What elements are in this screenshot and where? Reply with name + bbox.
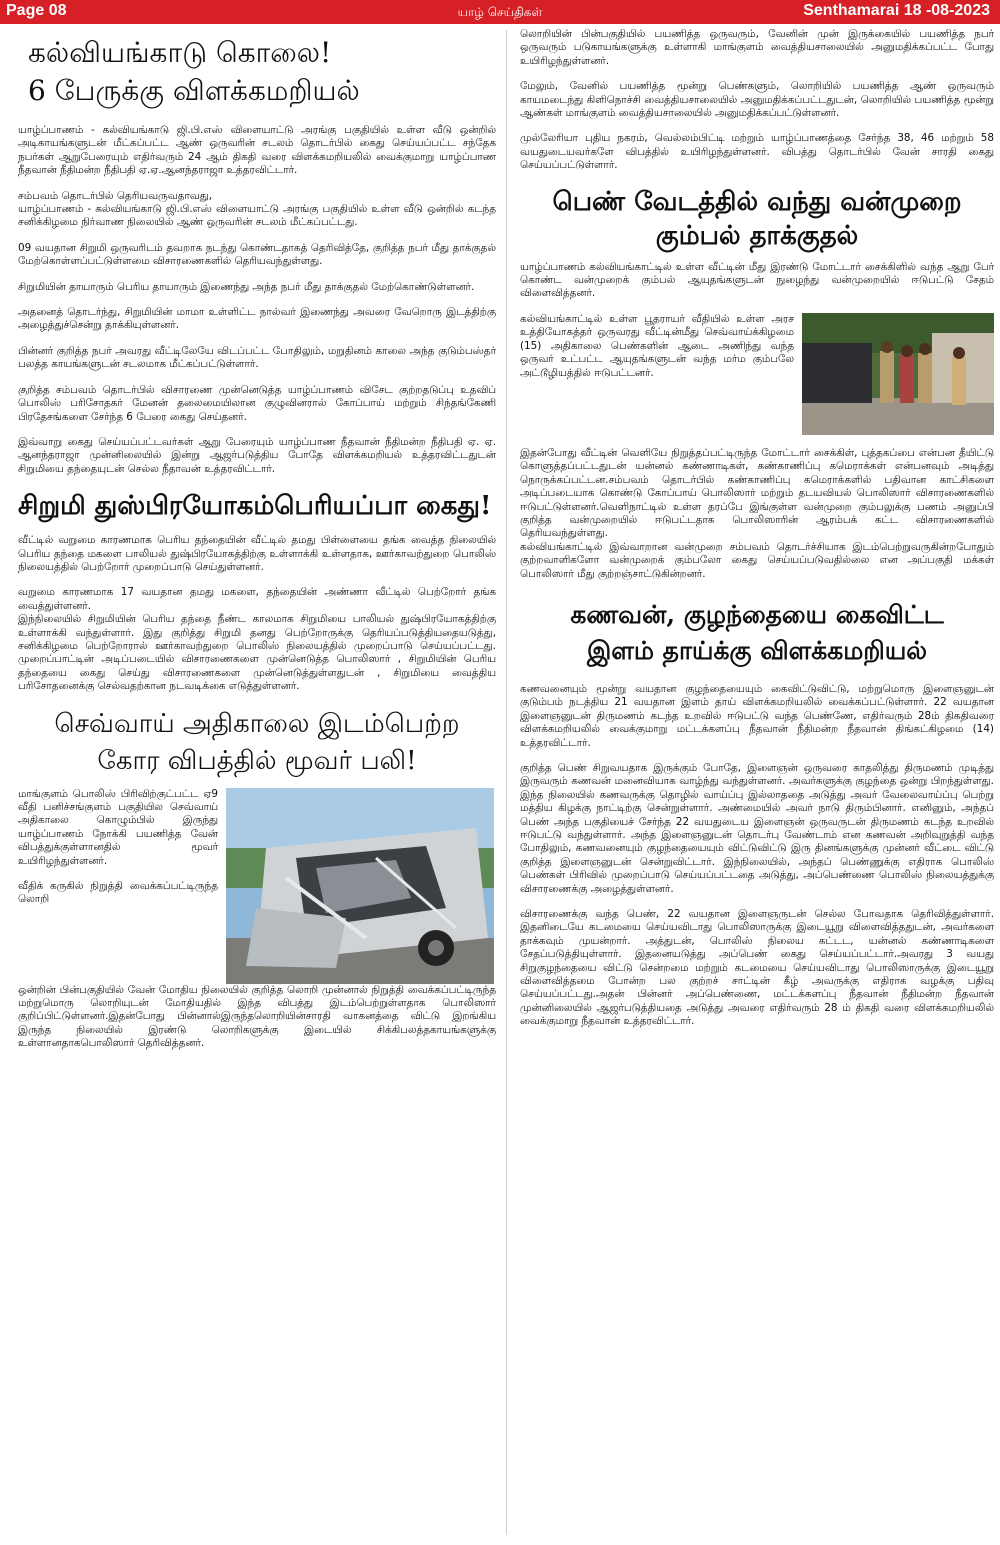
article3-cont-para: முல்லேரியா புதிய நகரம், வெல்லம்பிட்டி மற்றும் யாழ்ப்பாணத்தை சேர்ந்த 38, 46 மற்றும் 58 வயதுடையவர்களே விபத்தில் உயிரிழந்துள்ளனர். விபத்து தொடர்பில் வேன் சாரதி கைது செய்யப்பட்டுள்ளார். [520, 132, 994, 172]
attack-scene-photo [802, 313, 994, 435]
article1-para: யாழ்ப்பாணம் - கல்வியங்காடு ஜி.பி.எஸ் விளையாட்டு அரங்கு பகுதியில் உள்ள வீடு ஒன்றில் கடந்த சனிக்கிழமை நிர்வாண நிலையில் ஆண் ஒருவரின் சடலம் மீட்கப்பட்டது. [18, 203, 496, 229]
page-number: Page 08 [6, 2, 67, 19]
article1-headline-line2: 6 பேருக்கு விளக்கமறியல் [28, 74, 360, 107]
article4-intro: யாழ்ப்பாணம் கல்வியங்காட்டில் உள்ள வீட்டின் மீது இரண்டு மோட்டார் சைக்கிளில் வந்த ஆறு பேர் கொண்ட வன்முறைக் கும்பல் ஆயுதங்களுடன் நுழைந்து வன்முறையில் ஈடுபட்டு சேதம் விளைவித்தனர். [520, 260, 994, 300]
police-at-scene-image [802, 313, 994, 435]
article5-para: விசாரணைக்கு வந்த பெண், 22 வயதான இளைஞருடன் செல்ல போவதாக தெரிவித்துள்ளார். இதனிடையே கடமையை செய்யவிடாது பொலிஸாருக்கு இடையூறு விளைவித்ததுடன், அவர்களை தாக்கவும் முயன்றார். அத்துடன், பொலிஸ் நிலைய கட்டட, யன்னல் கண்ணாடிகளை சேதப்படுத்தியுள்ளார். இதனையடுத்து அப்பெண் கைது செய்யப்பட்டார்.அவரது 3 வயது சிறுகுழந்தையை விட்டு சென்றமை மற்றும் கடமையை செய்யவிடாது பொலிஸாருக்கு இடையூறு விளைவித்தமை போன்ற பல குற்றச் சாட்டின் கீழ் அவருக்கு எதிராக வழக்கு பதிவு செய்யப்பட்டது.அதன் பின்னர் அப்பெண்ணை, மட்டக்களப்பு நீதவான் நீதிமன்ற நீதவான் முன்னிலையில் ஆஜர்படுத்தியதை அடுத்து அவரை எதிர்வரும் 28 ம் திகதி வரை விளக்கமறியலில் வைக்குமாறு நீதவான் உத்தரவிட்டார். [520, 908, 994, 1028]
article2-para: வறுமை காரணமாக 17 வயதான தமது மகளை, தந்தையின் அண்ணா வீட்டில் பெற்றோர் தங்க வைத்துள்ளனர். [18, 586, 496, 612]
article1-para: அதனைத் தொடர்ந்து, சிறுமியின் மாமா உள்ளிட்ட நால்வர் இணைந்து அவரை வேறொரு இடத்திற்கு அழைத்துச்சென்று தாக்கியுள்ளனர். [18, 306, 496, 332]
article1-para: சம்பவம் தொடர்பில் தெரியவருவதாவது, [18, 189, 213, 202]
page-header-bar [0, 0, 1000, 24]
article1-para: பின்னர் குறித்த நபர் அவரது வீட்டிலேயே விடப்பட்ட போதிலும், மறுதினம் காலை அந்த குடும்பஸ்தர் பலத்த காயங்களுடன் சடலமாக மீட்கப்பட்டுள்ளார். [18, 344, 496, 371]
crashed-van-image [226, 788, 494, 984]
article4-headline-line1: பெண் வேடத்தில் வந்து வன்முறை [552, 186, 962, 217]
left-column [18, 28, 496, 1538]
article1-para: குறித்த சம்பவம் தொடர்பில் விசாரணை முன்னெடுத்த யாழ்ப்பாணம் விசேட குற்றதடுப்பு உதவிப் பொலிஸ் பரிசோதகர் மேனன் தலைமையிலான குழுவினரால் கோப்பாய் மற்றும் சிந்தங்கேணி பிரதேசங்களை சேர்ந்த 6 பேரை கைது செய்தனர். [18, 383, 496, 423]
article3-intro: மாங்குளம் பொலிஸ் பிரிவிற்குட்பட்ட ஏ9 வீதி பனிச்சங்குளம் பகுதியில செவ்வாய் அதிகாலை கொழும்பில் இருந்து யாழ்ப்பாணம் நோக்கி பயணித்த வேன் விபத்துக்குள்ளானதில் மூவர் உயிரிழந்துள்ளனர். [18, 787, 218, 867]
article1-para: சிறுமியின் தாயாரும் பெரிய தாயாரும் இணைந்து அந்த நபர் மீது தாக்குதல் மேற்கொண்டுள்ளனர். [18, 280, 475, 293]
article3-headline [18, 706, 496, 780]
article3-cont-para: மேலும், வேனில் பயணித்த மூன்று பெண்களும், லொறியில் பயணித்த ஆண் ஒருவரும் காயமடைந்து கிளிநொச்சி வைத்தியசாலையில் அனுமதிக்கப்பட்டதுடன், லொறியில் பயணித்த மூன்று ஆண்கள் மாங்குளம் வைத்தியசாலையில் அனுமதிக்கப்பட்டுள்ளனர். [520, 80, 994, 120]
article2-para: வீட்டில் வறுமை காரணமாக பெரிய தந்தையின் வீட்டில் தமது பிள்ளையை தங்க வைத்த நிலையில் பெரிய தந்தை மகளை பாலியல் துஷ்பிரயோகத்திற்கு உள்ளாக்கி உள்ளதாக, ஊர்காவற்துறை பொலிஸ் நிலையத்தில் பெற்றோர் முறைப்பாடு செய்துள்ளனர். [18, 534, 496, 573]
article4-photo-text-block [520, 313, 794, 435]
right-column [520, 28, 994, 1538]
article1-headline [28, 34, 496, 110]
article3-lead [18, 788, 496, 984]
article1-para: 09 வயதான சிறுமி ஒருவரிடம் தவறாக நடந்து கொண்டதாகத் தெரிவித்தே, குறித்த நபர் மீது தாக்குதல் மேற்கொள்ளப்பட்டுள்ளமை விசாரணைகளில் தெரியவந்துள்ளது. [18, 241, 496, 268]
article4-headline [520, 185, 994, 253]
article5-para: கணவனையும் மூன்று வயதான குழந்தையையும் கைவிட்டுவிட்டு, மற்றுமொரு இளைஞனுடன் குடும்பம் நடத்திய 21 வயதான இளம் தாய் விளக்கமறியலில் வைக்கப்பட்டுள்ளார். 22 வயதான இளைஞனுடன் திருமணம் கடந்த உறவில் ஈடுபட்டு வந்த பெண்ணே, எதிர்வரும் 28ம் திகதிவரை விளக்கமறியலில் வைக்குமாறு மட்டக்களப்பு நீதவான் நீதிமன்ற நீதவான் திங்கட்கிழமை (14) உத்தரவிட்டார். [520, 682, 994, 749]
article5-para: குறித்த பெண் சிறுவயதாக இருக்கும் போதே, இளைஞன் ஒருவரை காதலித்து திருமணம் முடித்து இருவரும் கணவன் மனைவியாக வாழ்ந்து வந்துள்ளனர். அவர்களுக்கு குழந்தை ஒன்று பிறந்துள்ளது. இந்த நிலையில் கணவருக்கு தொழில் வாய்ப்பு இல்லாததை அடுத்து அவர் வேலைவாய்ப்பு பெற்று மத்திய கிழக்கு நாட்டிற்கு சென்றுள்ளார். அண்மையில் அவர் நாடு திரும்பினார். எனினும், அந்தப் பெண் அந்த பகுதியைச் சேர்ந்த 22 வயதுடைய இளைஞன் ஒருவருடன் திருமணம் கடந்த உறவில் ஈடுபட்டு வந்துள்ளார். அந்த இளைஞனுடன் தொடர்பு வேண்டாம் என கணவன் அறிவுறுத்தி வந்த போதிலும், கணவனையும் குழந்தையையும் விட்டுவிட்டு இரு தினங்களுக்கு முன்னர் வீட்டை விட்டு குறித்த இளைஞனுடன் சென்றுவிட்டார். இந்நிலையில், அந்தப் பெண்ணுக்கு எதிராக பொலிஸ் பெண்கள் பிரிவில் முறைப்பாடு செய்யப்பட்டதை அடுத்து, அப்பெண்ணை பொலிஸ் நிலையத்துக்கு விசாரணைக்கு அழைத்துள்ளனர். [520, 761, 994, 895]
column-divider [506, 30, 507, 1535]
article3-intro-block [18, 788, 218, 984]
article1-para: இவ்வாறு கைது செய்யப்பட்டவர்கள் ஆறு பேரையும் யாழ்ப்பாண நீதவான் நீதிமன்ற நீதிபதி ஏ. ஏ. ஆனந்தராஜா முன்னிலையில் இன்று ஆஜர்படுத்திய போதே விளக்கமறியல் உத்தரவிட்டதுடன் சிறுமியை தந்தையுடன் செல்ல நீதாவன் உத்தரவிட்டார். [18, 435, 496, 475]
article4-photo-text: கல்வியங்காட்டில் உள்ள பூதராயர் வீதியில் உள்ள அரச உத்தியோகத்தர் ஒருவரது வீட்டின்மீது செவ்வாய்க்கிழமை (15) அதிகாலை பெண்களின் ஆடை அணிந்து வந்த ஒருவர் உட்பட்ட ஆயுதங்களுடன் வந்த மர்ம கும்பலே அட்டூழியத்தில் ஈடுபட்டனர். [520, 312, 794, 379]
section-title: யாழ் செய்திகள் [457, 5, 543, 19]
article4-headline-line2: கும்பல் தாக்குதல் [655, 220, 859, 251]
article3-body: ஒன்றின் பின்பகுதியில் வேன் மோதிய நிலையில் குறித்த லொறி முன்னால் நிறுத்தி வைக்கப்பட்டிருந்த மற்றுமொரு லொறியுடன் மோதியதில் இந்த விபத்து இடம்பெற்றுள்ளதாக பொலிஸார் குறிப்பிட்டுள்ளனர்.இதன்போது பின்னால்இருந்தலொறியின்சாரதி வாகனத்தை விட்டு இறங்கிய இருந்த நிலையில் இரண்டு லொறிகளுக்கு இடையில் சிக்கிபலத்தகாயங்களுக்கு உள்ளானதாகபொலிஸார் தெரிவித்தனர். [18, 983, 496, 1050]
article3-intro2: வீதிக் கருகில் நிறுத்தி வைக்கப்பட்டிருந்த லொறி [18, 880, 218, 906]
article4-para: கல்வியங்காட்டில் இவ்வாறான வன்முறை சம்பவம் தொடர்ச்சியாக இடம்பெற்றுவருகின்றபோதும் குற்றவாளிகளோ வன்முறைக் கும்பலோ கைது செய்யப்படுவதில்லை என அப்பகுதி மக்கள் பொலிஸார் மீது குற்றஞ்சாட்டுகின்றனர். [520, 540, 994, 580]
article1-para: யாழ்ப்பாணம் - கல்வியங்காடு ஜி.பி.எஸ் விளையாட்டு அரங்கு பகுதியில் உள்ள வீடு ஒன்றில் அடிகாயங்களுடன் மீட்கப்பட்ட ஆண் ஒருவரின் சடலம் தொடர்பில் கைது செய்யப்பட்ட சந்தேக நபர்கள் ஆறுபேரையும் எதிர்வரும் 24 ஆம் திகதி வரை விளக்கமறியலில் வைக்குமாறு யாழ்ப்பாண நீதவான் நீதிமன்ற நீதிபதி ஏ.ஏ.ஆனந்தராஜா உத்தரவிட்டார். [18, 124, 496, 177]
article2-para: இந்நிலையில் சிறுமியின் பெரிய தந்தை நீண்ட காலமாக சிறுமியை பாலியல் துஷ்பிரயோகத்திற்கு உள்ளாக்கி வந்துள்ளார். இது குறித்து சிறுமி தனது பெற்றோருக்கு தெரியப்படுத்தியதையடுத்து, சனிக்கிழமை பெற்றோரால் ஊர்காவற்துறை பொலிஸ் நிலையத்தில் முறைப்பாடு செய்யப்பட்டது. முறைப்பாட்டின் அடிப்படையில் விசாரணைகளை முன்னெடுத்த பொலிஸார் , சிறுமியின் பெரிய தந்தையை கைது செய்து விசாரணைகளை முன்னெடுத்துள்ளதுடன் , சிறுமியை வைத்திய பரிசோதனைக்கு செல்வதற்கான நடவடிக்கை எடுத்துள்ளனர். [18, 613, 496, 693]
article4-para: இதன்போது வீட்டின் வெளியே நிறுத்தப்பட்டிருந்த மோட்டார் சைக்கிள், புத்தகப்பை என்பன தீயிட்டு கொளுத்தப்பட்டதுடன் யன்னல் கண்ணாடிகள், கண்காணிப்பு கமெராக்கள் என்பனவும் அடித்து நொருக்கப்பட்டன.சம்பவம் தொடர்பில் கண்காணிப்பு கமெராக்களில் பதிவான காட்சிகளை அடிப்படையாக கொண்டு கோப்பாய் பொலிஸார் மற்றும் தடயவியல் பொலிஸார் விசாரணைகளில் ஈடுபட்டுள்ளனர்.வெளிநாட்டில் உள்ள தரப்பே இங்குள்ள வன்முறை கும்பலுக்கு பணம் அனுப்பி குறித்த வன்முறையில் ஈடுபட்டதாக பொலிஸாரின் ஆரம்பக் கட்ட விசாரணைகளில் தெரியவந்துள்ளது. [520, 446, 994, 540]
article1-headline-line1: கல்வியங்காடு கொலை! [28, 36, 332, 69]
article5-headline-line1: கணவன், குழந்தையை கைவிட்ட [570, 599, 944, 629]
publication-date: Senthamarai 18 -08-2023 [803, 2, 990, 19]
article3-headline-line1: செவ்வாய் அதிகாலை இடம்பெற்ற [54, 708, 460, 739]
accident-photo [226, 788, 494, 984]
article3-headline-line2: கோர விபத்தில் மூவர் பலி! [97, 745, 417, 776]
article2-headline: சிறுமி துஸ்பிரயோகம்பெரியப்பா கைது! [18, 491, 492, 522]
article3-cont-para: லொறியின் பின்பகுதியில் பயணித்த ஒருவரும், வேனின் முன் இருக்கையில் பயணித்த நபர் ஒருவரும் படுகாயங்களுக்கு உள்ளாகி மாங்குளம் வைத்தியசாலையில் அனுமதிக்கப்பட்ட போது உயிரிழந்துள்ளனர். [520, 28, 994, 67]
article5-headline-line2: இளம் தாய்க்கு விளக்கமறியல் [586, 635, 928, 665]
article4-photo-block [520, 313, 994, 435]
article5-headline [520, 597, 994, 669]
